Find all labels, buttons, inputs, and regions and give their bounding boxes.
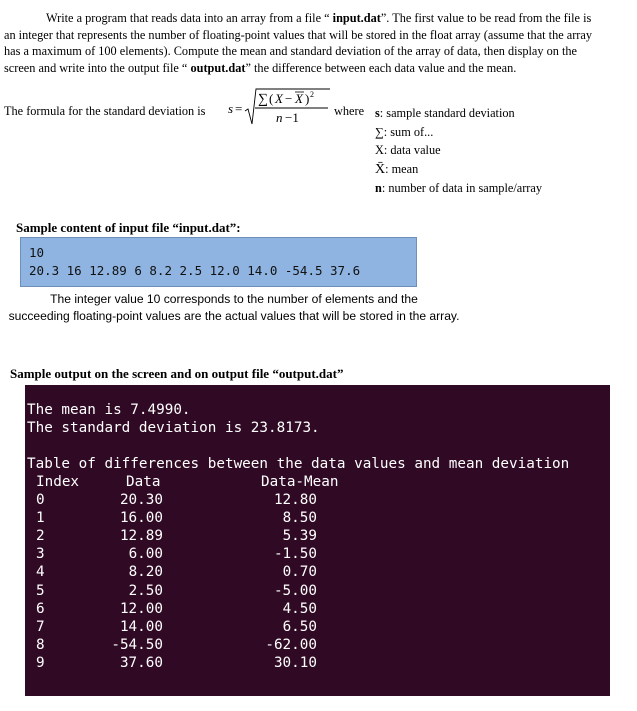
row-index: 1: [36, 510, 45, 527]
terminal-output: [25, 385, 610, 696]
svg-text:−1: −1: [285, 110, 299, 125]
statement-part-2: ”. The first value to be read from the file is an integer that represents the number of floating-point values that will be stored in the float array (assume that the array has a maximum of 100 elements). Compute the mean and standard deviation of the array of data, then display on the screen and write into the output file “: [4, 11, 592, 75]
row-data: 16.00: [119, 510, 163, 527]
def-n: n: number of data in sample/array: [375, 181, 542, 196]
row-diff: -5.00: [273, 582, 317, 599]
statement-part-1: Write a program that reads data into an array from a file “: [46, 11, 333, 25]
input-note-line-1: The integer value 10 corresponds to the number of elements and the: [50, 292, 418, 306]
row-index: 8: [36, 636, 45, 653]
input-line-values: 20.3 16 12.89 6 8.2 2.5 12.0 14.0 -54.5 37.6: [29, 263, 361, 278]
svg-text:X: X: [275, 91, 283, 106]
input-section-heading: Sample content of input file “input.dat”:: [16, 220, 241, 235]
row-data: 8.20: [128, 564, 163, 581]
svg-text:=: =: [235, 101, 243, 116]
row-data: 20.30: [119, 492, 163, 508]
row-index: 3: [36, 546, 45, 563]
row-index: 9: [36, 654, 45, 671]
svg-text:(: (: [269, 91, 274, 106]
mean-line: The mean is 7.4990.: [27, 402, 191, 418]
formula-label: The formula for the standard deviation is: [4, 104, 206, 118]
column-header-diff: Data-Mean: [261, 474, 339, 490]
row-data: 2.50: [128, 582, 163, 599]
svg-text:−: −: [285, 91, 293, 106]
row-data: 6.00: [128, 546, 163, 563]
column-header-data: Data: [126, 474, 161, 490]
svg-text:2: 2: [310, 90, 314, 99]
def-sum: ∑: sum of...: [375, 124, 434, 139]
svg-text:n: n: [276, 110, 283, 125]
row-data: 12.00: [119, 600, 163, 617]
svg-text:): ): [305, 91, 310, 106]
row-index: 7: [36, 618, 45, 635]
svg-text:∑: ∑: [258, 92, 268, 107]
row-diff: 6.50: [282, 618, 317, 635]
row-index: 5: [36, 582, 45, 599]
row-index: 4: [36, 564, 45, 581]
row-diff: 0.70: [282, 564, 317, 581]
input-note-line-2: succeeding floating-point values are the actual values that will be stored in the array.: [8, 308, 460, 323]
row-diff: -62.00: [265, 636, 317, 653]
row-index: 2: [36, 528, 45, 545]
def-x: X: data value: [375, 143, 441, 158]
row-diff: 12.80: [273, 492, 317, 508]
std-dev-line: The standard deviation is 23.8173.: [27, 420, 320, 436]
row-index: 0: [36, 492, 45, 508]
row-diff: 5.39: [282, 528, 317, 545]
svg-text:X: X: [295, 91, 303, 106]
row-diff: 4.50: [282, 600, 317, 617]
input-filename: input.dat: [332, 11, 381, 25]
row-diff: -1.50: [273, 546, 317, 563]
output-section-heading: Sample output on the screen and on output file “output.dat”: [10, 366, 344, 381]
problem-statement: [4, 10, 604, 76]
def-mean: X̄: mean: [375, 161, 419, 177]
where-label: where: [334, 104, 365, 118]
column-header-index: Index: [36, 474, 80, 490]
def-s: s: sample standard deviation: [375, 106, 515, 120]
row-data: 14.00: [119, 618, 163, 635]
row-diff: 8.50: [282, 510, 317, 527]
row-data: 12.89: [119, 528, 163, 545]
input-note: [4, 291, 464, 324]
input-line-count: 10: [29, 245, 45, 260]
row-diff: 30.10: [273, 654, 317, 671]
output-filename: output.dat: [190, 60, 246, 75]
table-title: Table of differences between the data values and mean deviation: [27, 456, 570, 472]
svg-text:s: s: [228, 101, 234, 116]
input-file-content: [20, 237, 417, 287]
row-data: 37.60: [119, 654, 163, 671]
std-dev-formula: [228, 86, 338, 130]
row-index: 6: [36, 600, 45, 617]
statement-part-3: ” the difference between each data value and the mean.: [245, 60, 517, 75]
symbol-definitions: [375, 104, 542, 198]
row-data: -54.50: [111, 636, 163, 653]
